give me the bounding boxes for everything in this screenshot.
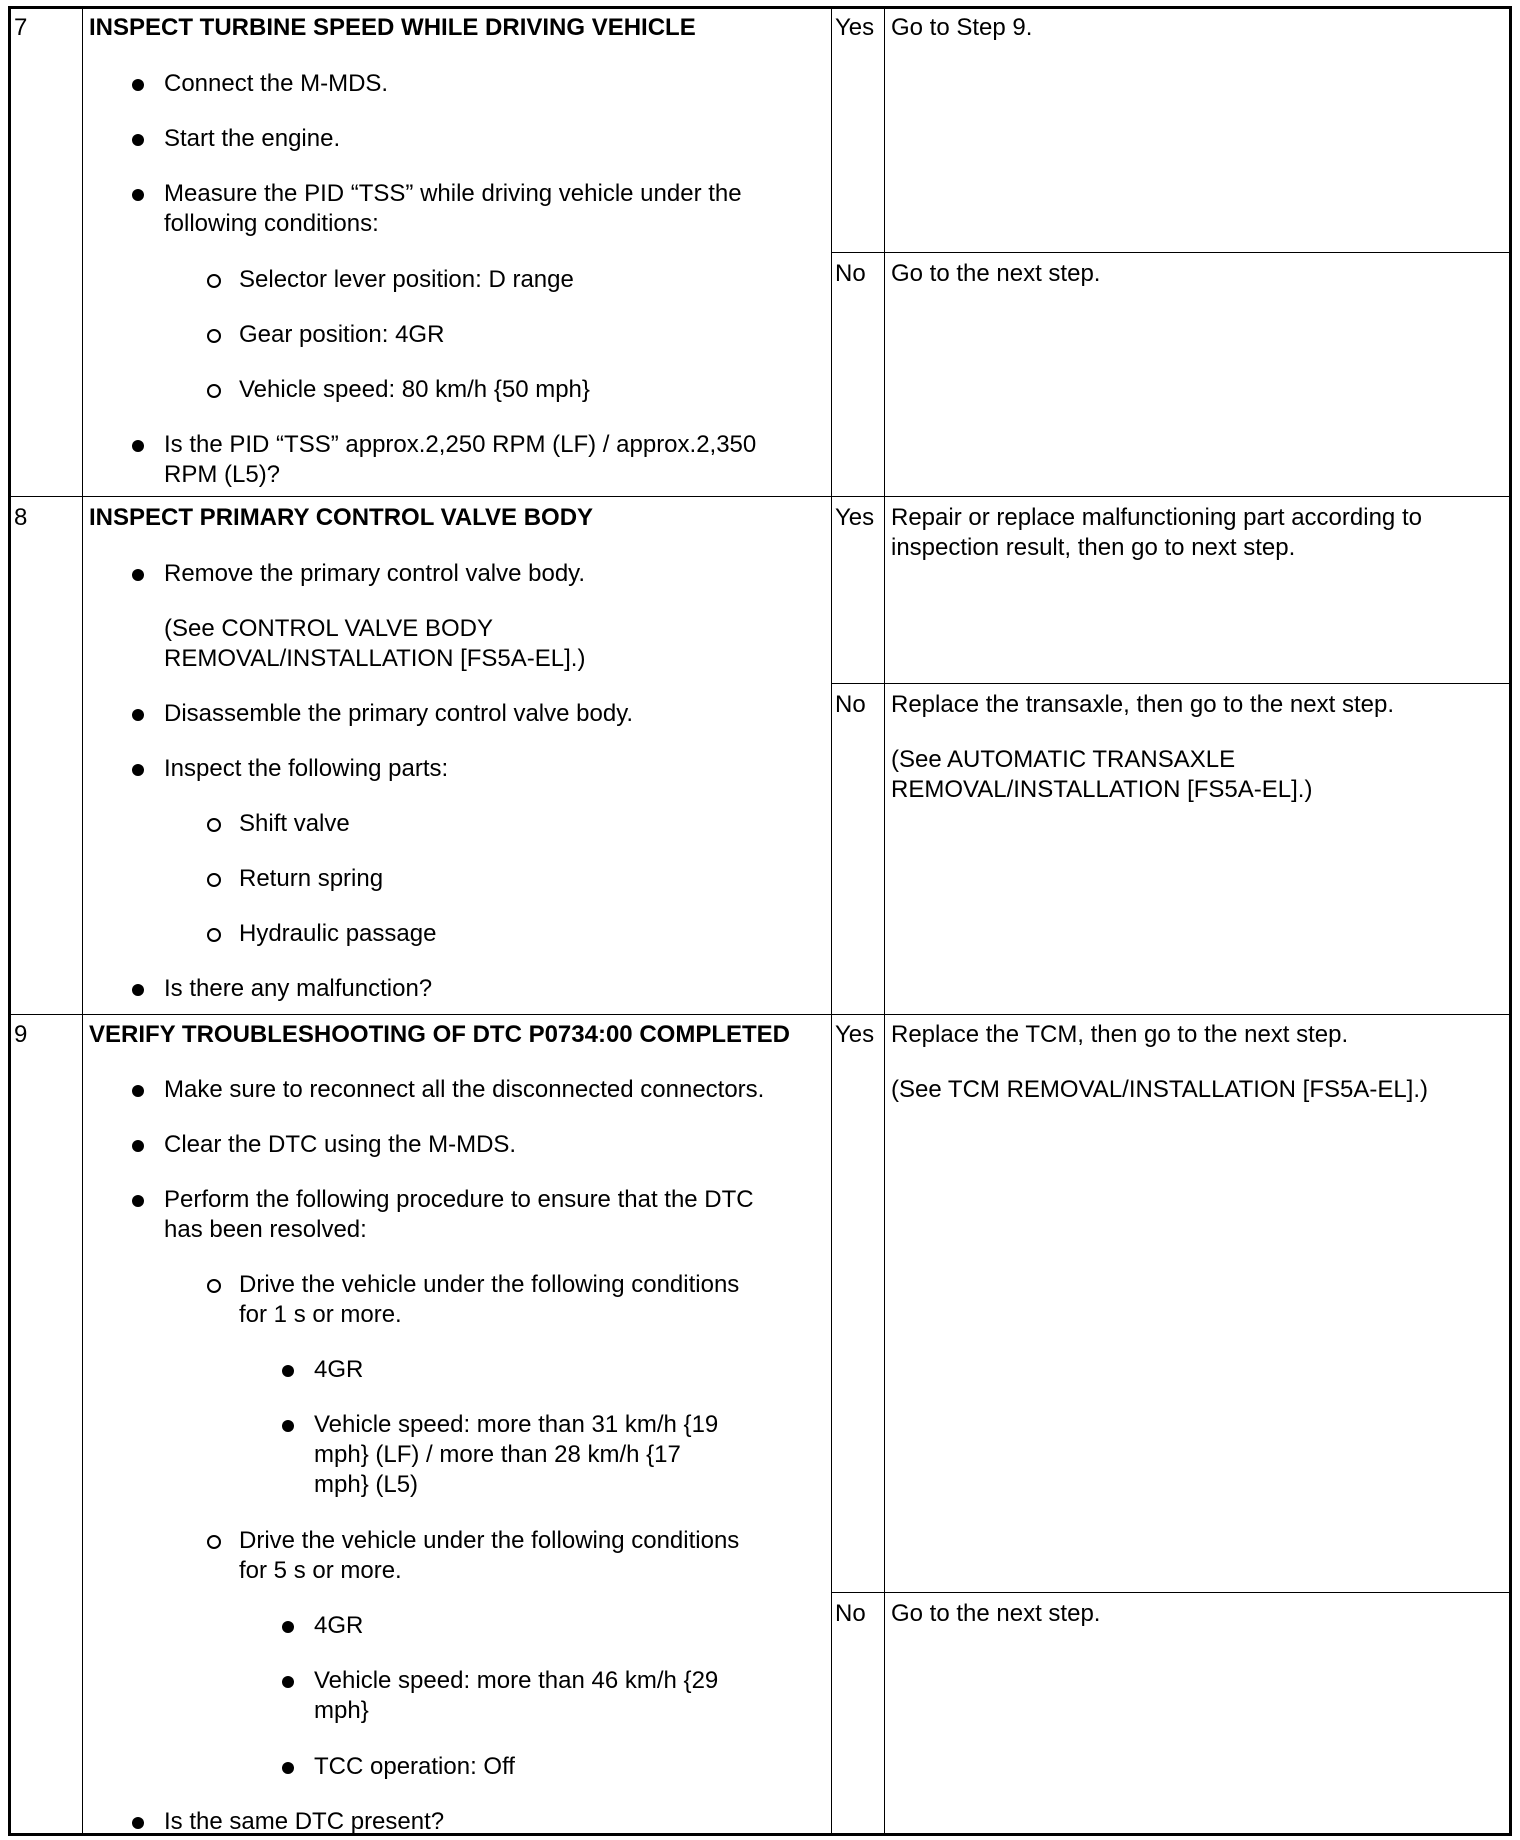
- step-item: Inspect the following parts:: [164, 755, 449, 782]
- bullet-icon: [132, 1085, 144, 1097]
- bullet-icon: [282, 1762, 294, 1774]
- no-label: No: [835, 260, 866, 287]
- sub-sub-item: mph} (L5): [314, 1471, 419, 1498]
- step-item: Connect the M-MDS.: [164, 70, 389, 97]
- circle-bullet-icon: [207, 928, 221, 942]
- step-item: Is there any malfunction?: [164, 975, 433, 1002]
- column-divider-answer: [884, 9, 885, 1833]
- bullet-icon: [132, 1817, 144, 1829]
- sub-item: Gear position: 4GR: [239, 321, 445, 348]
- circle-bullet-icon: [207, 274, 221, 288]
- step-item: Start the engine.: [164, 125, 341, 152]
- step-item: following conditions:: [164, 210, 379, 237]
- sub-item: for 5 s or more.: [239, 1557, 402, 1584]
- step-item: RPM (L5)?: [164, 461, 281, 488]
- bullet-icon: [132, 569, 144, 581]
- yes-no-divider-row7: [831, 252, 1509, 253]
- bullet-icon: [132, 764, 144, 776]
- circle-bullet-icon: [207, 1279, 221, 1293]
- step-item: Clear the DTC using the M-MDS.: [164, 1131, 517, 1158]
- step-number: 7: [14, 14, 28, 41]
- circle-bullet-icon: [207, 384, 221, 398]
- reference-note: REMOVAL/INSTALLATION [FS5A-EL].): [164, 645, 586, 672]
- step-item: has been resolved:: [164, 1216, 367, 1243]
- row-divider-8-9: [11, 1014, 1509, 1015]
- yes-no-divider-row9: [831, 1592, 1509, 1593]
- yes-action: Go to Step 9.: [891, 14, 1033, 41]
- bullet-icon: [282, 1420, 294, 1432]
- sub-item: Return spring: [239, 865, 384, 892]
- sub-sub-item: mph} (LF) / more than 28 km/h {17: [314, 1441, 681, 1468]
- circle-bullet-icon: [207, 329, 221, 343]
- bullet-icon: [132, 984, 144, 996]
- step-item: Perform the following procedure to ensure that the DTC: [164, 1186, 754, 1213]
- sub-item: Hydraulic passage: [239, 920, 437, 947]
- bullet-icon: [132, 79, 144, 91]
- reference-note: (See CONTROL VALVE BODY: [164, 615, 493, 642]
- step-title: INSPECT PRIMARY CONTROL VALVE BODY: [89, 504, 594, 531]
- yes-label: Yes: [835, 1021, 875, 1048]
- sub-item: Drive the vehicle under the following conditions: [239, 1271, 740, 1298]
- bullet-icon: [132, 1195, 144, 1207]
- bullet-icon: [132, 134, 144, 146]
- yes-label: Yes: [835, 504, 875, 531]
- sub-item: Selector lever position: D range: [239, 266, 574, 293]
- yes-reference: (See TCM REMOVAL/INSTALLATION [FS5A-EL].): [891, 1076, 1429, 1103]
- row-divider-7-8: [11, 496, 1509, 497]
- sub-item: Drive the vehicle under the following conditions: [239, 1527, 740, 1554]
- step-number: 9: [14, 1021, 28, 1048]
- bullet-icon: [132, 189, 144, 201]
- sub-item: Shift valve: [239, 810, 350, 837]
- step-number: 8: [14, 504, 28, 531]
- no-reference: REMOVAL/INSTALLATION [FS5A-EL].): [891, 776, 1313, 803]
- step-title: VERIFY TROUBLESHOOTING OF DTC P0734:00 COMPLETED: [89, 1021, 790, 1048]
- sub-item: Vehicle speed: 80 km/h {50 mph}: [239, 376, 590, 403]
- step-item: Is the same DTC present?: [164, 1808, 445, 1835]
- circle-bullet-icon: [207, 1535, 221, 1549]
- yes-action: Replace the TCM, then go to the next step.: [891, 1021, 1349, 1048]
- no-action: Go to the next step.: [891, 260, 1101, 287]
- sub-sub-item: Vehicle speed: more than 31 km/h {19: [314, 1411, 719, 1438]
- sub-sub-item: 4GR: [314, 1356, 364, 1383]
- bullet-icon: [132, 440, 144, 452]
- step-item: Remove the primary control valve body.: [164, 560, 586, 587]
- bullet-icon: [282, 1621, 294, 1633]
- bullet-icon: [132, 709, 144, 721]
- sub-sub-item: 4GR: [314, 1612, 364, 1639]
- no-label: No: [835, 691, 866, 718]
- sub-sub-item: mph}: [314, 1697, 369, 1724]
- yes-action: inspection result, then go to next step.: [891, 534, 1296, 561]
- step-item: Is the PID “TSS” approx.2,250 RPM (LF) / approx.2,350: [164, 431, 757, 458]
- circle-bullet-icon: [207, 818, 221, 832]
- bullet-icon: [132, 1140, 144, 1152]
- step-item: Make sure to reconnect all the disconnected connectors.: [164, 1076, 765, 1103]
- no-action: Go to the next step.: [891, 1600, 1101, 1627]
- sub-sub-item: TCC operation: Off: [314, 1753, 515, 1780]
- column-divider-procedure: [831, 9, 832, 1833]
- yes-label: Yes: [835, 14, 875, 41]
- sub-sub-item: Vehicle speed: more than 46 km/h {29: [314, 1667, 719, 1694]
- no-label: No: [835, 1600, 866, 1627]
- no-action: Replace the transaxle, then go to the next step.: [891, 691, 1394, 718]
- bullet-icon: [282, 1676, 294, 1688]
- yes-action: Repair or replace malfunctioning part according to: [891, 504, 1422, 531]
- step-item: Measure the PID “TSS” while driving vehicle under the: [164, 180, 742, 207]
- circle-bullet-icon: [207, 873, 221, 887]
- column-divider-step: [82, 9, 83, 1833]
- step-item: Disassemble the primary control valve body.: [164, 700, 634, 727]
- bullet-icon: [282, 1365, 294, 1377]
- troubleshooting-table: [8, 6, 1512, 1836]
- yes-no-divider-row8: [831, 683, 1509, 684]
- step-title: INSPECT TURBINE SPEED WHILE DRIVING VEHICLE: [89, 14, 696, 41]
- sub-item: for 1 s or more.: [239, 1301, 402, 1328]
- no-reference: (See AUTOMATIC TRANSAXLE: [891, 746, 1236, 773]
